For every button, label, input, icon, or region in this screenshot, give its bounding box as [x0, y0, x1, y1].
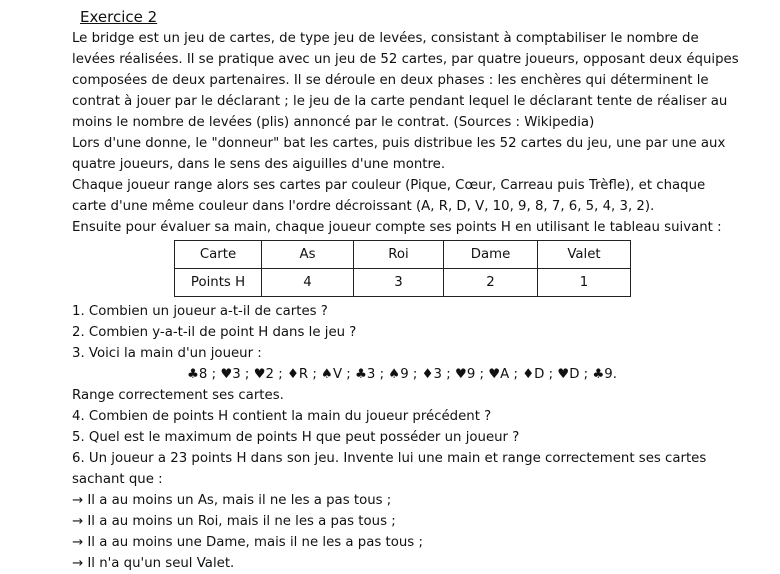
points-table: [174, 240, 631, 297]
intro-line: quatre joueurs, dans le sens des aiguilles d'une montre.: [72, 157, 446, 172]
questions-list: [72, 301, 772, 574]
question-line: 2. Combien y-a-t-il de point H dans le jeu ?: [72, 325, 357, 340]
exercise-title: Exercice 2: [80, 8, 158, 26]
question-line: 4. Combien de points H contient la main du joueur précédent ?: [72, 409, 492, 424]
card-hand: ♣8 ; ♥3 ; ♥2 ; ♦R ; ♠V ; ♣3 ; ♠9 ; ♦3 ; ♥9 ; ♥A ; ♦D ; ♥D ; ♣9.: [187, 367, 617, 382]
exercise-document: [72, 6, 772, 574]
table-cell: Points H: [175, 269, 262, 297]
intro-line: levées réalisées. Il se pratique avec un jeu de 52 cartes, par quatre joueurs, opposant deux équipes: [72, 52, 739, 67]
condition-item: → Il n'a qu'un seul Valet.: [72, 556, 235, 571]
table-cell: 3: [354, 269, 444, 297]
intro-line: Chaque joueur range alors ses cartes par couleur (Pique, Cœur, Carreau puis Trèfle), et chaque: [72, 178, 706, 193]
condition-item: → Il a au moins une Dame, mais il ne les a pas tous ;: [72, 535, 423, 550]
intro-line: composées de deux partenaires. Il se déroule en deux phases : les enchères qui déterminent le: [72, 73, 709, 88]
question-line: Range correctement ses cartes.: [72, 388, 284, 403]
intro-line: Ensuite pour évaluer sa main, chaque joueur compte ses points H en utilisant le tableau suivant :: [72, 220, 722, 235]
table-cell: As: [262, 241, 354, 269]
intro-line: moins le nombre de levées (plis) annoncé par le contrat. (Sources : Wikipedia): [72, 115, 595, 130]
intro-line: contrat à jouer par le déclarant ; le jeu de la carte pendant lequel le déclarant tente de réaliser au: [72, 94, 728, 109]
table-cell: Dame: [444, 241, 538, 269]
table-cell: 1: [538, 269, 631, 297]
question-line: 3. Voici la main d'un joueur :: [72, 346, 262, 361]
table-cell: Roi: [354, 241, 444, 269]
question-line: 6. Un joueur a 23 points H dans son jeu. Invente lui une main et range correctement ses cartes: [72, 451, 707, 466]
intro-paragraph: [72, 28, 772, 238]
question-line: 5. Quel est le maximum de points H que peut posséder un joueur ?: [72, 430, 520, 445]
table-cell: Valet: [538, 241, 631, 269]
table-cell: 2: [444, 269, 538, 297]
table-row: [175, 269, 631, 297]
condition-item: → Il a au moins un As, mais il ne les a pas tous ;: [72, 493, 392, 508]
table-cell: Carte: [175, 241, 262, 269]
question-line: 1. Combien un joueur a-t-il de cartes ?: [72, 304, 328, 319]
condition-item: → Il a au moins un Roi, mais il ne les a pas tous ;: [72, 514, 396, 529]
intro-line: Le bridge est un jeu de cartes, de type jeu de levées, consistant à comptabiliser le nombre de: [72, 31, 699, 46]
question-line: sachant que :: [72, 472, 163, 487]
intro-line: carte d'une même couleur dans l'ordre décroissant (A, R, D, V, 10, 9, 8, 7, 6, 5, 4, 3, 2).: [72, 199, 655, 214]
intro-line: Lors d'une donne, le "donneur" bat les cartes, puis distribue les 52 cartes du jeu, une par une aux: [72, 136, 726, 151]
table-header-row: [175, 241, 631, 269]
table-cell: 4: [262, 269, 354, 297]
